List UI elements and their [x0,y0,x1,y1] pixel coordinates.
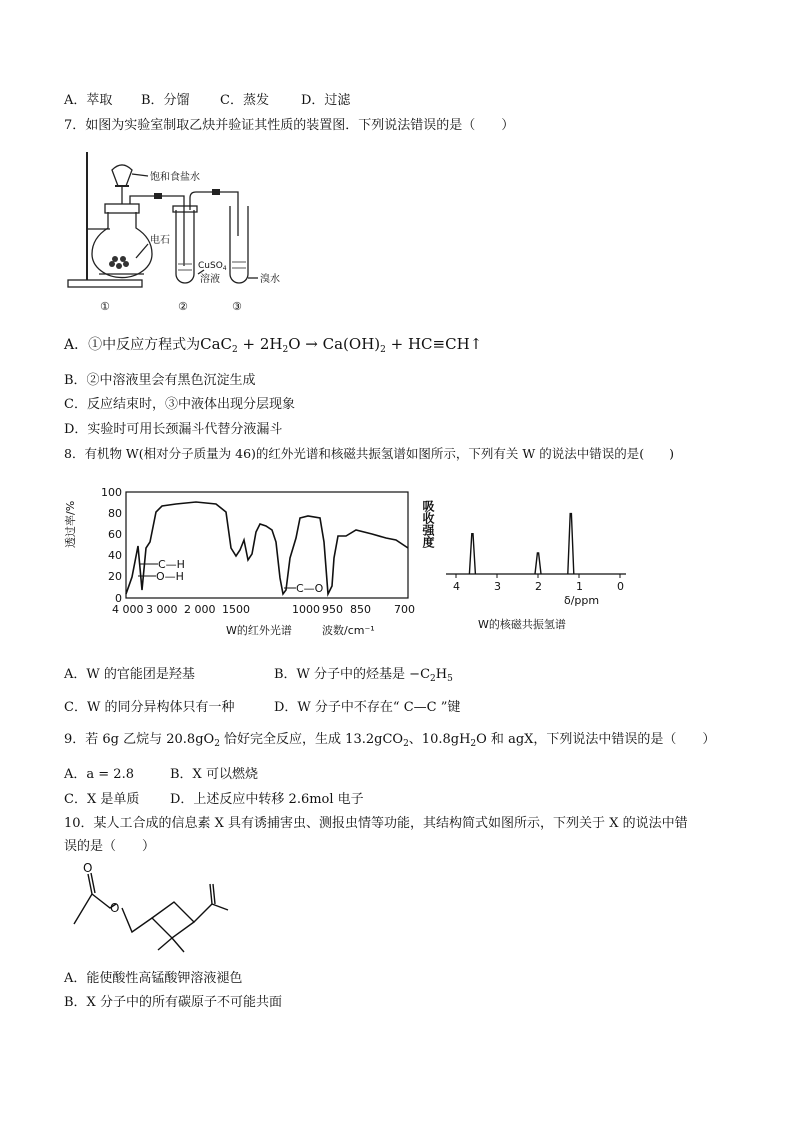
q6-option-a: A．萃取 [64,93,113,108]
cyclobutane-ring [152,902,194,938]
q10-stem-line2: 误的是（ ） [64,839,156,854]
q6-option-d: D．过滤 [301,93,351,108]
q9-option-a: A．a = 2.8 [64,767,134,782]
label-cuso4: CuSO$_4$ [198,261,227,272]
bond-ester-chain [122,908,152,932]
q10-option-b: B．X 分子中的所有碳原子不可能共面 [64,995,282,1010]
q9-options-cd [64,791,364,809]
nmr-xtick: 0 [617,580,624,593]
nmr-peaks [469,514,573,574]
q7-apparatus-figure [62,146,302,318]
ir-ytick: 40 [108,549,122,562]
q9-option-d: D．上述反应中转移 2.6mol 电子 [170,792,364,807]
q10-stem-line1: 10．某人工合成的信息素 X 具有诱捕害虫、测报虫情等功能，其结构简式如图所示，下列关于 X 的说法中错 [64,816,688,831]
ir-xtick: 850 [350,603,371,616]
ir-xtick: 4 000 [112,603,144,616]
nmr-spectrum-chart [421,486,640,636]
ir-xtick: 2 000 [184,603,216,616]
q8-options-cd [64,699,460,717]
ir-ylabel: 透过率/% [64,500,77,548]
label-solution: 溶液 [200,274,220,285]
nmr-ticks [453,574,624,593]
ir-caption: W的红外光谱 [226,624,292,637]
stand-base [68,280,142,287]
nmr-xlabel: δ/ppm [564,594,600,607]
atom-o-carbonyl: O [83,861,93,875]
label-saturated-brine: 饱和食盐水 [150,172,200,183]
q8-option-a: A．W 的官能团是羟基 [64,667,195,682]
ir-xtick: 1000 [292,603,320,616]
ir-xtick: 1500 [222,603,250,616]
ir-xtick: 950 [322,603,343,616]
ir-xlabel: 波数/cm⁻¹ [322,624,375,637]
ir-ytick: 80 [108,507,122,520]
label-calcium-carbide: 电石 [150,235,170,246]
delivery-tube-2 [190,192,238,236]
q9-options-ab [64,766,258,784]
ir-annotation-co: C—O [296,582,324,595]
label-bromine-water: 溴水 [260,274,280,285]
nmr-xtick: 1 [576,580,583,593]
nmr-ylabel [421,500,435,549]
nmr-xtick: 2 [535,580,542,593]
q8-stem: 8．有机物 W(相对分子质量为 46)的红外光谱和核磁共振氢谱如图所示，下列有关 W 的说法中错误的是( ) [64,446,674,461]
ir-xtick: 700 [394,603,415,616]
q10-structure-figure [66,860,256,960]
q8-option-b: B．W 分子中的烃基是 $-C_2H_5$ [274,667,453,684]
q9-option-c: C．X 是单质 [64,792,140,807]
test-tube-3 [230,206,248,283]
q9-stem: 9．若 6g 乙烷与 $20.8gO_2$ 恰好完全反应，生成 13.2gCO$_2$、$10.8gH_2O$ 和 agX，下列说法中错误的是（ ） [64,732,716,749]
ir-xtick: 3 000 [146,603,178,616]
q9-option-b: B．X 可以燃烧 [170,767,258,782]
nmr-caption: W的核磁共振氢谱 [478,618,566,631]
q7-stem: 7．如图为实验室制取乙炔并验证其性质的装置图．下列说法错误的是（ ） [64,118,515,133]
ir-annotation-oh: O—H [156,570,184,583]
nmr-xtick: 3 [494,580,501,593]
label-apparatus-1: ① [100,300,110,313]
q8-option-c: C．W 的同分异构体只有一种 [64,700,235,715]
nmr-xtick: 4 [453,580,460,593]
isopropenyl-bond [194,904,212,922]
q10-option-a: A．能使酸性高锰酸钾溶液褪色 [64,971,243,986]
ir-ytick: 60 [108,528,122,541]
atom-o-ester: O [110,901,120,915]
label-apparatus-2: ② [178,300,188,313]
q8-option-d: D．W 分子中不存在“ C—C ”键 [274,700,461,715]
flask-stopper [105,204,139,213]
test-tube-2 [176,210,194,283]
q6-options [64,92,350,110]
nmr-peak [469,534,475,574]
ir-ytick: 20 [108,570,122,583]
ir-ytick: 100 [101,486,122,499]
nmr-peak [535,553,541,574]
q7-option-c: C．反应结束时，③中液体出现分层现象 [64,397,295,412]
q6-option-c: C．蒸发 [220,93,269,108]
q7-option-b: B．②中溶液里会有黑色沉淀生成 [64,373,256,388]
nmr-ylabel-text: 吸收强度 [421,500,435,548]
q7-option-d: D．实验时可用长颈漏斗代替分液漏斗 [64,422,283,437]
q8-options-ab [64,666,453,684]
q6-option-b: B．分馏 [141,93,190,108]
round-bottom-flask [92,212,152,278]
ir-annotation-ch: C—H [158,558,185,571]
nmr-peak [568,514,574,574]
q7-option-a: A．①中反应方程式为$CaC_2 + 2H_2O \to Ca(OH)_2$ + HC≡CH↑ [64,335,483,355]
ir-spectrum-chart [64,482,422,642]
separatory-funnel [112,165,132,186]
label-apparatus-3: ③ [232,300,242,313]
ir-ytick: 0 [115,592,122,605]
